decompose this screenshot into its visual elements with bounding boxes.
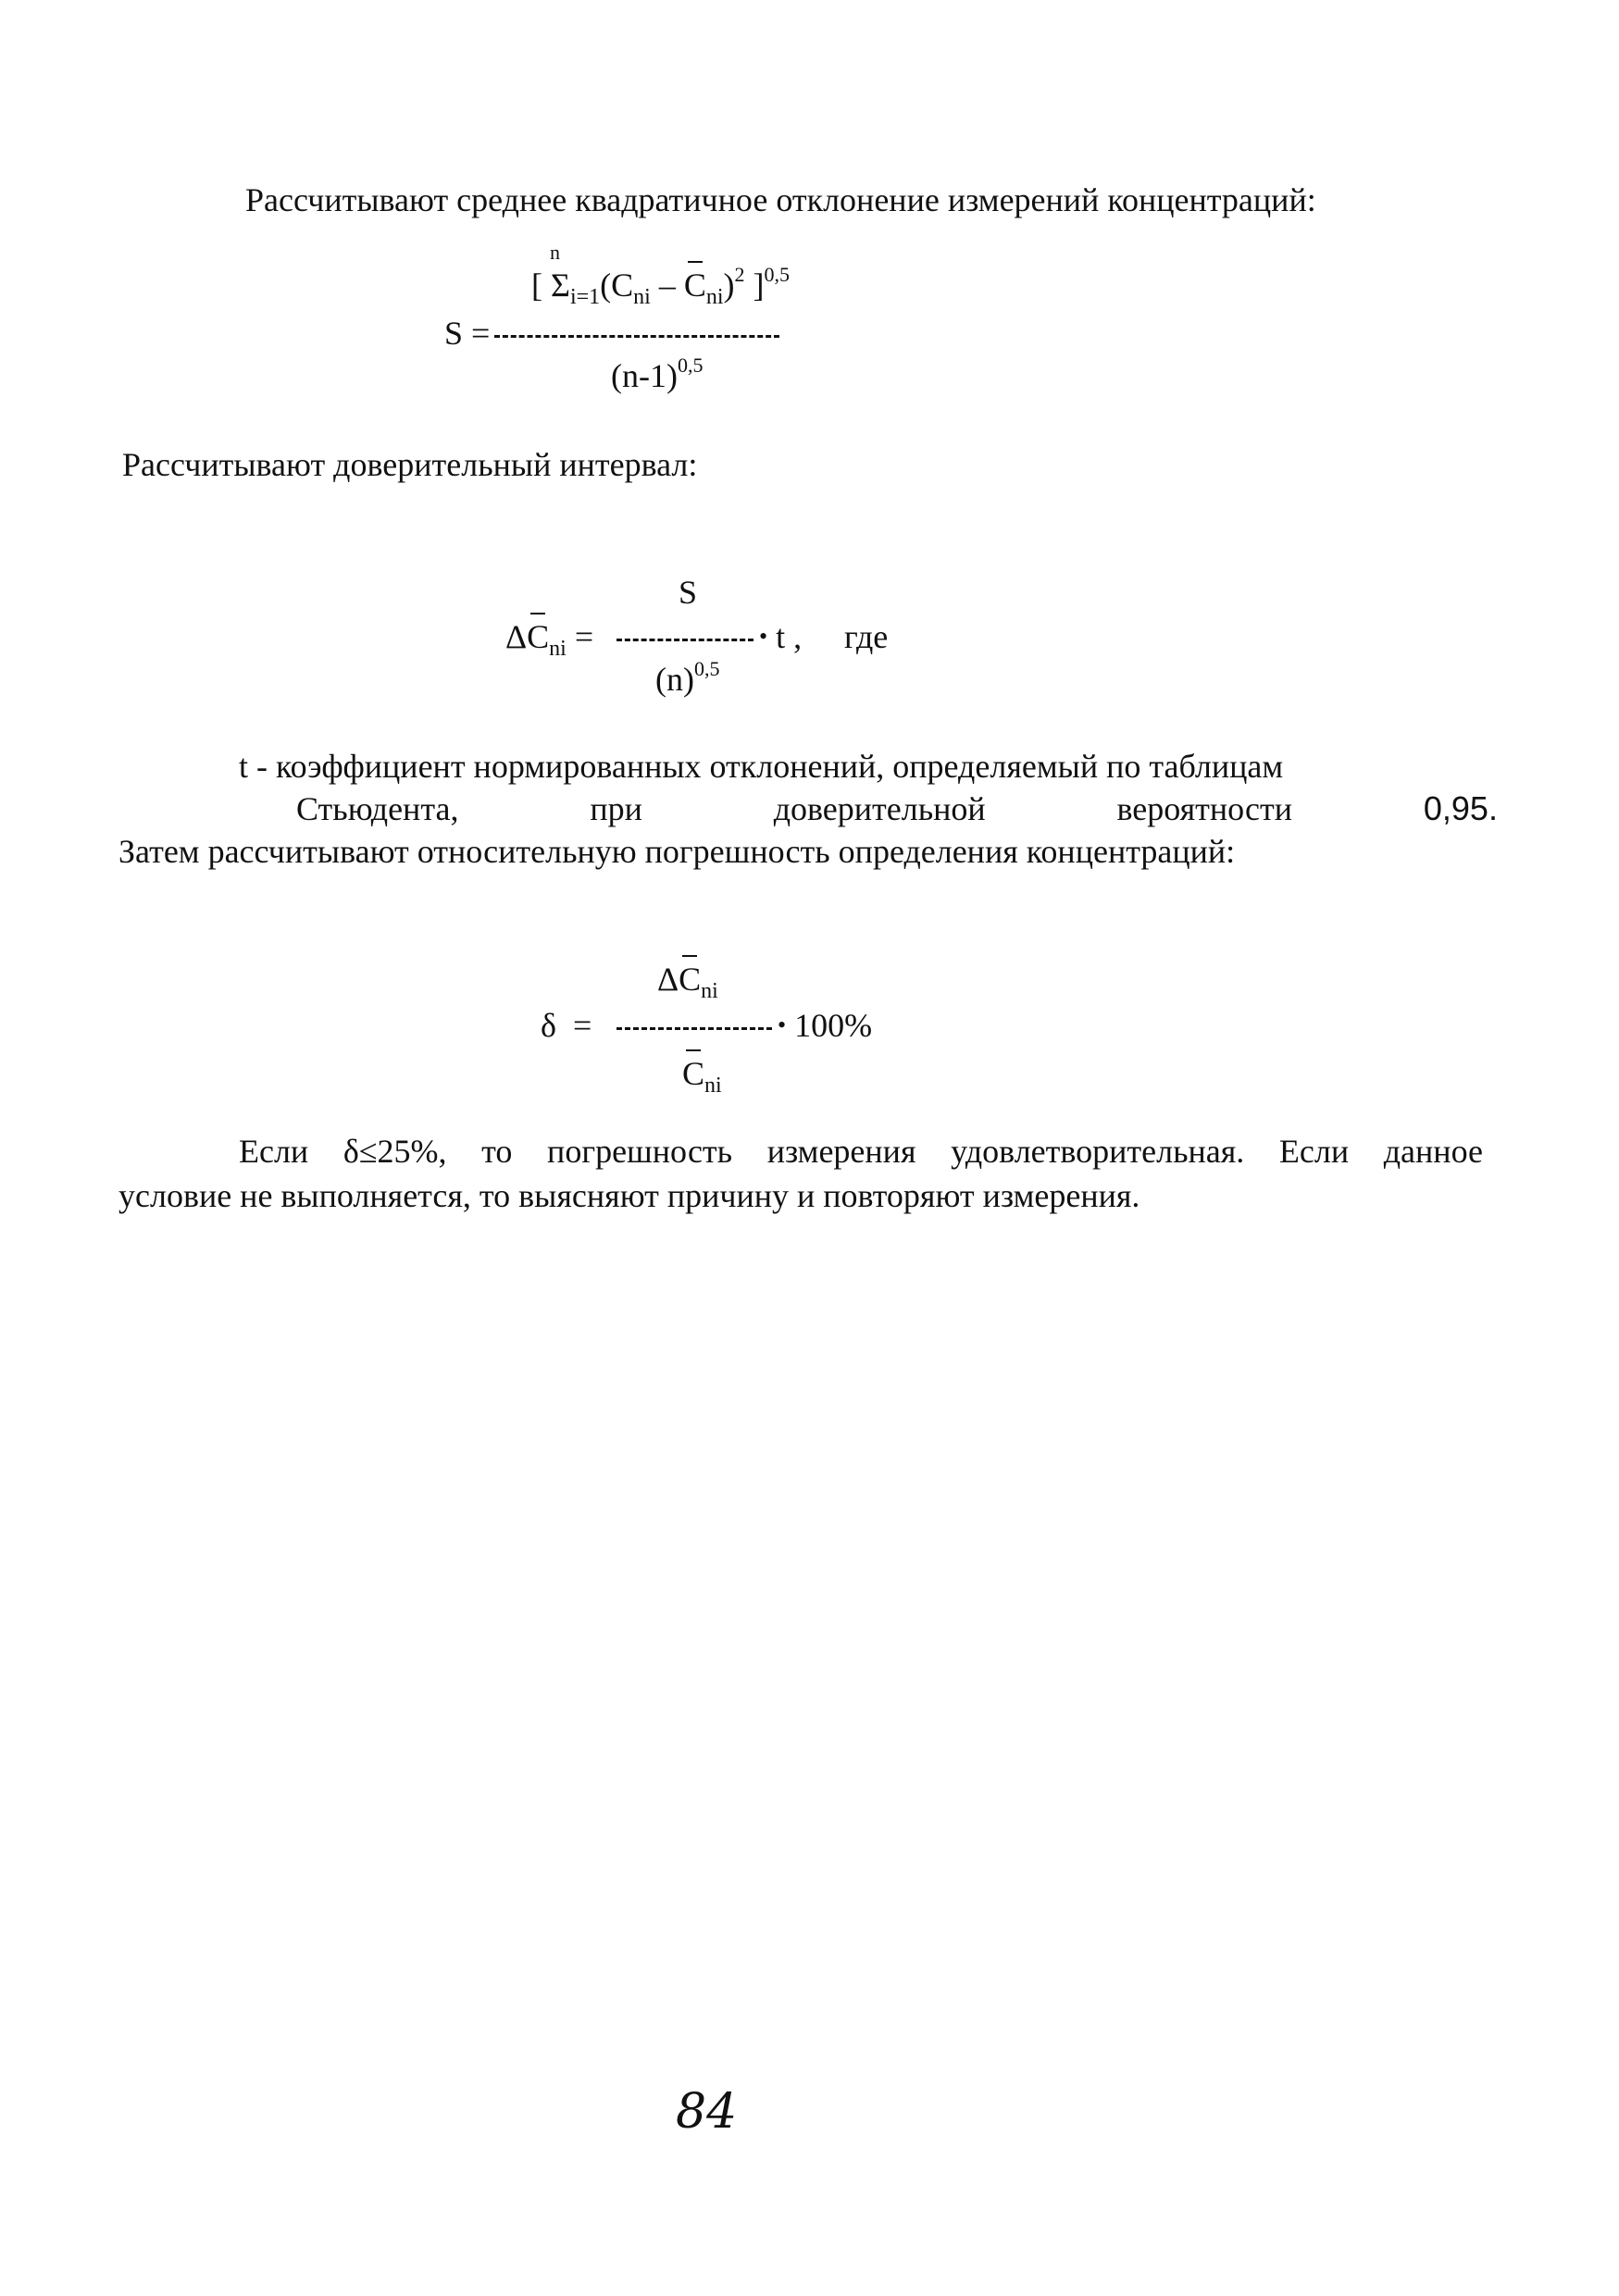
delta-denominator: $(n)^{0,5}$: [655, 657, 720, 698]
delta-multiplier: • t ,: [759, 618, 803, 655]
rel-numerator: $\Delta C_{ni}$: [657, 961, 718, 1003]
relative-error-intro: Затем рассчитывают относительную погрешность определения концентраций:: [118, 833, 1236, 870]
t-definition: t - коэффициент нормированных отклонений, определяемый по таблицам: [239, 748, 1284, 785]
rel-lhs: δ =: [541, 1007, 592, 1044]
std-dev-intro: Рассчитывают среднее квадратичное отклонение измерений концентраций:: [245, 181, 1316, 218]
std-dev-numerator: [ $\Sigma_{i=1}(C_{ni} - C_{ni})^2$ ]$^{0,5}$: [531, 263, 791, 309]
fraction-line: [616, 639, 753, 641]
delta-numerator: S: [679, 574, 698, 611]
condition-line-1: Если δ≤25%, то погрешность измерения удовлетворительная. Если данное: [239, 1133, 1483, 1170]
sum-upper-limit: n: [550, 241, 560, 264]
student-line: Стьюдента, при доверительной вероятности 0,95.: [296, 789, 1498, 827]
where-word: где: [844, 618, 889, 655]
std-dev-denominator: $(n-1)^{0,5}$: [611, 354, 704, 394]
confidence-intro: Рассчитывают доверительный интервал:: [122, 446, 698, 483]
std-dev-lhs: S =: [444, 315, 491, 352]
condition-line-2: условие не выполняется, то выясняют причину и повторяют измерения.: [118, 1177, 1140, 1214]
fraction-line: [494, 335, 779, 338]
rel-denominator: $C_{ni}$: [682, 1055, 722, 1098]
page-number: 84: [676, 2084, 738, 2140]
rel-multiplier: • 100%: [778, 1007, 873, 1044]
delta-lhs: $\Delta C_{ni}$ =: [505, 618, 594, 661]
fraction-line: [616, 1027, 772, 1030]
